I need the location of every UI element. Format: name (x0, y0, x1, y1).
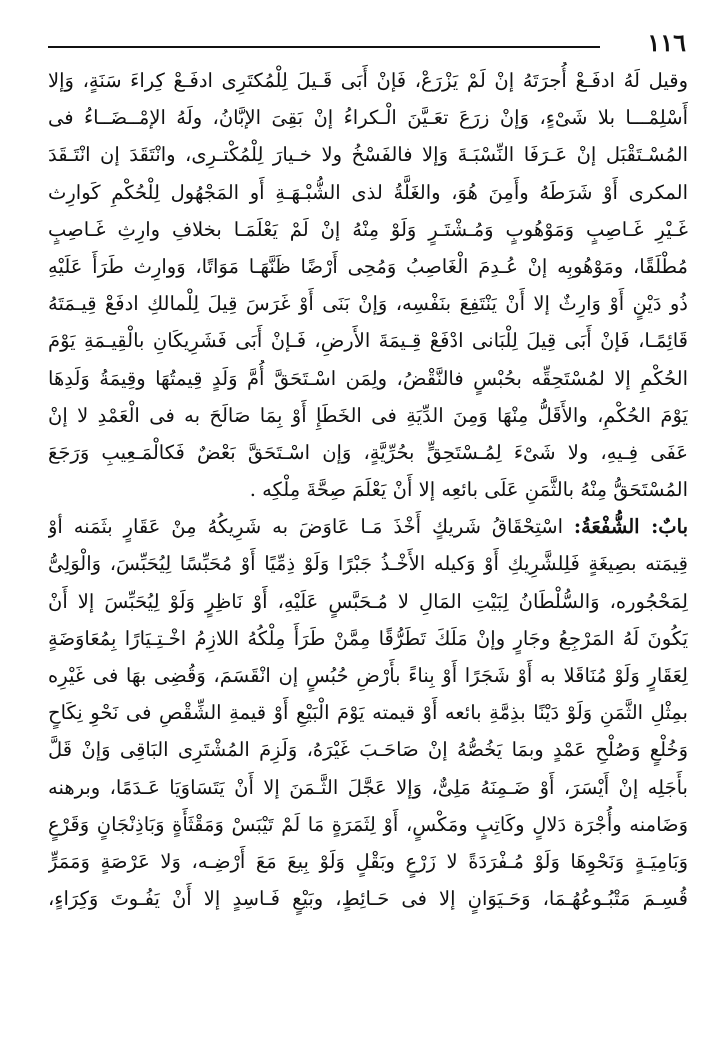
text-line: عَفَى فِـيهِ، ولا شَىْءَ لِمُـسْتَحِقٍّ بحُرِّيَّةٍ، وَإن اسْـتَحَقَّ بَعْضٌ فَكالْمَـعِيبِ وَرَجَعَ (48, 440, 688, 464)
text-line: يَكُونَ لَهُ المَرْجِعُ وجَارٍ وإنْ مَلَكَ تَطَرُّقًا مِمَّنْ طَرَأَ مِلْكُهُ اللازِمُ اخْـتِـيَارًا بِمُعَاوَضَةٍ (48, 626, 688, 650)
section-first-line (48, 508, 688, 545)
text-line: لِمَحْجُوره، وَالسُّلْطَانُ لِبَيْتِ المَالِ لا مُـحَبَّسٍ عَلَيْهِ، أَوْ نَاظِرٍ وَلَوْ لِيُحَبِّسَ إلا أَنْ (48, 589, 688, 613)
text-line: وَبَامِيَـةٍ وَنَحْوِهَا وَلَوْ مُـفْرَدَةً لا زَرْعٍ وبَقْلٍ وَلَوْ بِيعَ مَعَ أَرْضِـه، وَلا عَرْصَةٍ وَمَمَرٍّ (48, 849, 688, 873)
page-header (48, 28, 686, 58)
main-text (48, 62, 688, 917)
section-first-line-text: اسْتِحْقَاقُ شَريكٍ أَخْذَ مَـا عَاوَضَ به شَرِيكُهُ مِنْ عَقَارٍ بثَمَنه أوْ (48, 515, 563, 539)
text-line: يَوْمَ الحُكْمِ، والأَقَلُّ مِنْهَا وَمِنَ الدِّيَةِ فى الخَطَإِ أَوْ بِمَا صَالَحَ به فى الْعَمْدِ لا إنْ (48, 403, 688, 427)
text-line: وقيل لَهُ ادفَـعْ أُجرَتَهُ إنْ لَمْ يَزْرَعْ، فَإنْ أَبَى قَـيلَ لِلْمُكتَرِى ادفَـعْ كِراءَ سَنَةٍ، وَإلا (48, 69, 688, 92)
text-line: وَخُلْعٍ وَصُلْحِ عَمْدٍ وبمَا يَخُصُّهُ إنْ صَاحَـبَ غَيْرَهُ، وَلَزِمَ المُشْتَرِى البَاقِى وَإنْ قَلَّ (48, 738, 688, 762)
text-line: المُسْـتَقْبَل إنْ عَـرَفَا النِّسْبَـةَ وَإلا فالفَسْخُ ولا خـيارَ لِلْمُكْتـرِى، وانْتَقَدَ إن انْتَـقَدَ (48, 143, 688, 167)
text-line: المكرى أَوْ شَرَطَهُ وأَمِنَ هُوَ، والغَلَّةُ لذى الشُّبْـهَـةِ أَو المَجْهُول لِلْحُكْمِ كَوارِث (48, 180, 688, 204)
header-rule (48, 46, 600, 48)
text-line: بمِثْلِ الثَّمَنِ وَلَوْ دَيْنًا بذِمَّةِ بائعه أَوْ قيمته يَوْمَ الْبَيْعِ أَوْ قيمةِ الشِّقْصِ فى نَحْوِ نِكَاحٍ (48, 701, 688, 725)
text-line: مُطْلَقًا، ومَوْهُوبِه إنْ عُـدِمَ الْغَاصِبُ وَمُحِى أَرْضًا ظَنَّهَـا مَوَاتًا، وَوارِث طَرَأَ عَلَيْهِ (48, 254, 688, 278)
text-line: وَضَامنه وأُجْرَة دَلالٍ وكَاتِبٍ ومَكْسٍ، أَوْ لِثَمَرَةٍ مَا لَمْ تَيْبَسْ وَمَقْثَأَةٍ وَبَاذِنْجَانٍ وَقَرْعٍ (48, 812, 688, 836)
text-line: ذُو دَيْنٍ أَوْ وَارِثٌ إلا أَنْ يَنْتَفِعَ بنَفْسِه، وَإنْ بَنَى أَوْ غَرَسَ قِيلَ لِلْمالكِ ادفَعْ قِيـمَتَهُ (48, 292, 688, 316)
text-line: المُسْتَحَقُّ مِنْهُ بالثَّمَنِ عَلَى بائعِه إلا أَنْ يَعْلَمَ صِحَّةَ مِلْكِه . (249, 478, 688, 502)
text-line: أَسْلِمْـــا بلا شَىْءٍ، وَإنْ زرَعَ تعَـيَّنَ الْـكراءُ إنْ بَقِىَ الإبَّانُ، ولَهُ الإمْــضَــاءُ فى (48, 106, 688, 130)
text-line: بأَجَلِه إنْ أَيْسَرَ، أَوْ ضَـمِنَهُ مَلِىٌّ، وَإلا عَجَّلَ الثَّـمَنَ إلا أَنْ يَتَسَاوَيَا عَـدَمًا، وبرهنه (48, 775, 688, 799)
section-heading: بابٌ: الشُّفْعَةُ: (573, 515, 688, 539)
text-line: قُسِـمَ مَتْبُـوعُهُـمَا، وَحَـيَوَانٍ إلا فى حَـائِطٍ، وبَيْعٍ فَـاسِدٍ إلا أَنْ يَفُـوتَ وَكِرَاءٍ، (48, 887, 688, 911)
text-line: قِيمَته بصِيغَةٍ فَلِلشَّرِيكِ أَوْ وَكيله الأَخْـذُ جَبْرًا وَلَوْ ذِمِّيًا أَوْ مُحَبِّسًا لِيُحَبِّسَ، وَالْوَلِىُّ (48, 552, 688, 576)
text-line: الحُكْمِ إلا لمُسْتَحِقِّه بحُبْسٍ فالنَّقْضُ، ولِمَن اسْـتَحَقَّ أُمَّ وَلَدٍ قِيمتُهَا وقِيمَةُ وَلَدِهَا (48, 366, 688, 390)
text-line: قَائِمًـا، فَإنْ أَبَى قِيلَ لِلْبَانى ادْفَعْ قِـيمَةَ الأَرضِ، فَـإنْ أَبَى فَشَرِيكَانِ بالْقِيـمَةِ يَوْمَ (48, 329, 688, 353)
text-line: لِعَقَارٍ وَلَوْ مُنَاقَلا به أَوْ شَجَرًا أَوْ بِناءً بأَرْضِ حُبُسٍ إن انْقَسَمَ، وَقُضِى بهَا فى غَيْرِه (48, 664, 688, 687)
text-line: غَـيْرِ غَـاصِبٍ وَمَوْهُوبٍ وَمُـشْتَـرٍ وَلَوْ مِنْهُ إنْ لَمْ يَعْلَمَـا بخلافِ وارِثِ غَـاصِبٍ (48, 217, 688, 241)
page-number: ١١٦ (647, 28, 686, 57)
